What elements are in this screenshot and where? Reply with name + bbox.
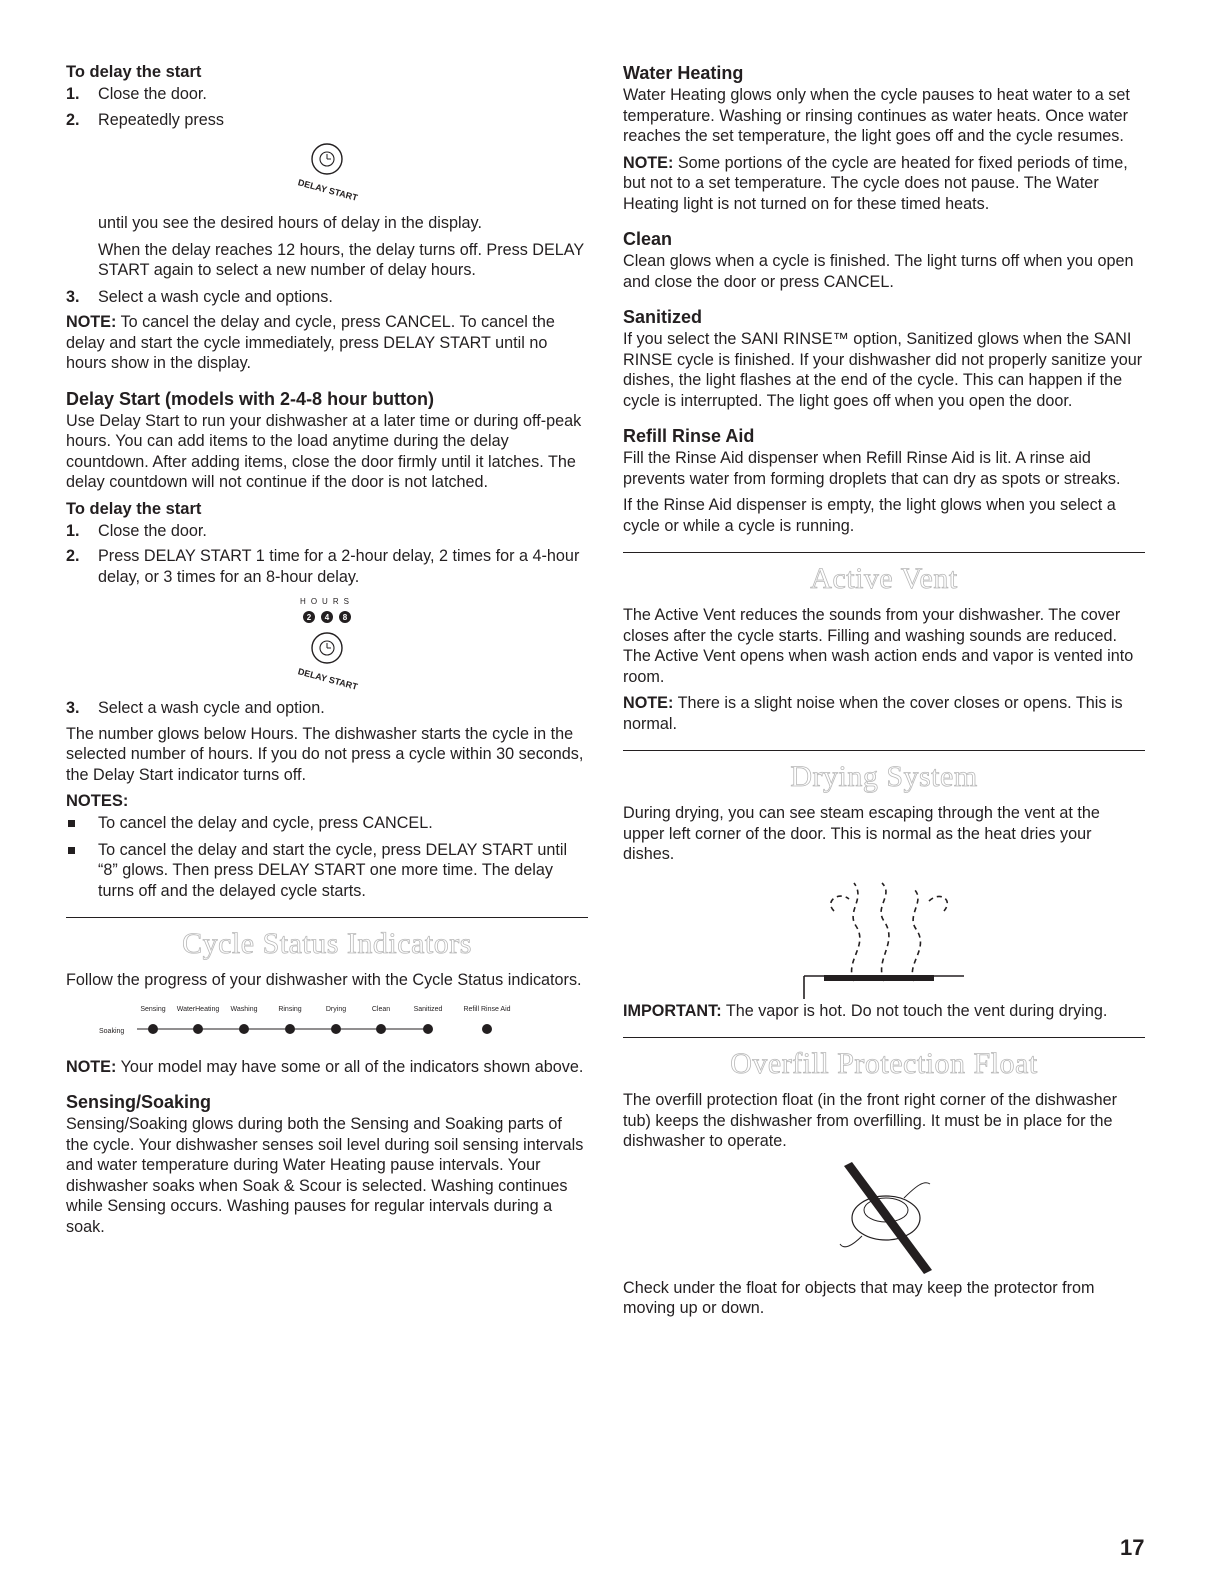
hours-8: 8 [342, 613, 348, 622]
drying-important: IMPORTANT: The vapor is hot. Do not touch the vent during drying. [623, 1001, 1108, 1020]
hours-2: 2 [306, 613, 312, 622]
clean-text: Clean glows when a cycle is finished. The light turns off when you open and close the door or press CANCEL. [623, 252, 1134, 291]
svg-text:DELAY START: DELAY START [296, 177, 359, 203]
water-heating-note: NOTE: Some portions of the cycle are heated for fixed periods of time, but not to a set temperature. The cycle does not pause. The Water Heating light is not turned on for these timed heats. [623, 153, 1128, 213]
step-2b: 2. Press DELAY START 1 time for a 2-hour delay, 2 times for a 4-hour delay, or 3 times for an 8-hour delay. [66, 547, 580, 586]
delay-start-248-text: Use Delay Start to run your dishwasher at a later time or during off-peak hours. You can add items to the load anytime during the delay countdown. After adding items, close the door firmly until it latches. The delay countdown will not continue if the door is not latched. [66, 411, 582, 491]
bullet-square-icon [68, 820, 75, 827]
overfill-float-heading: Overfill Protection Float [730, 1047, 1038, 1080]
cycle-status-text: Follow the progress of your dishwasher with the Cycle Status indicators. [66, 971, 582, 989]
active-vent-heading: Active Vent [810, 562, 958, 595]
overfill-float-illustration [623, 1158, 1145, 1278]
note-bullet: To cancel the delay and cycle, press CANCEL. [66, 813, 588, 834]
section-divider [623, 552, 1145, 553]
indicator-light [239, 1024, 249, 1034]
indicator-light [331, 1024, 341, 1034]
right-column [623, 62, 1145, 1325]
indicator-label: Sensing [140, 1005, 166, 1013]
water-heating-heading: Water Heating [623, 63, 744, 83]
delay-start-button-icon [66, 135, 588, 213]
indicator-light [423, 1024, 433, 1034]
indicator-label: Washing [230, 1005, 258, 1013]
refill-rinse-aid-text-2: If the Rinse Aid dispenser is empty, the light glows when you select a cycle or while a cycle is running. [623, 496, 1116, 535]
water-heating-text: Water Heating glows only when the cycle pauses to heat water to a set temperature. Washing or rinsing continues as water heats. Once water reaches the set temperature, the light goes off and the cycle resumes. [623, 86, 1130, 145]
cycle-status-note: NOTE: Your model may have some or all of the indicators shown above. [66, 1057, 584, 1076]
delay-12-hours-text: When the delay reaches 12 hours, the delay turns off. Press DELAY START again to select a new number of delay hours. [98, 240, 584, 279]
sensing-soaking-text: Sensing/Soaking glows during both the Sensing and Soaking parts of the cycle. Your dishwasher senses soil level during soil sensing intervals and water temperature during Water Heating pause intervals. Your dishwasher soaks when Soak & Scour is selected. Washing continues while Sensing occurs. Washing pauses for regular intervals during a soak. [66, 1115, 584, 1236]
hours-4: 4 [324, 613, 330, 622]
delay-start-heading: To delay the start [66, 63, 202, 81]
left-column [66, 62, 588, 1243]
drying-system-text: During drying, you can see steam escaping through the vent at the upper left corner of the door. This is normal as the heat dries your dishes. [623, 804, 1100, 863]
indicator-label: Rinsing [278, 1005, 302, 1013]
indicator-light [193, 1024, 203, 1034]
indicator-light [376, 1024, 386, 1034]
refill-rinse-aid-text: Fill the Rinse Aid dispenser when Refill Rinse Aid is lit. A rinse aid prevents water from forming droplets that can dry as spots or streaks. [623, 449, 1121, 488]
drying-system-heading: Drying System [790, 760, 978, 793]
hours-label: HOURS [300, 597, 354, 606]
step-1: 1. Close the door. [66, 85, 207, 103]
step-3b: 3. Select a wash cycle and option. [66, 699, 325, 717]
step-2: 2. Repeatedly press [66, 110, 224, 129]
step-3: 3. Select a wash cycle and options. [66, 287, 333, 306]
active-vent-text: The Active Vent reduces the sounds from your dishwasher. The cover closes after the cycle starts. Filling and washing sounds are reduced. The Active Vent opens when wash action ends and vapor is vented into room. [623, 606, 1134, 686]
section-divider [623, 750, 1145, 751]
steam-vent-illustration [623, 871, 1145, 1001]
indicator-label: Refill Rinse Aid [463, 1005, 511, 1013]
delay-instruction: until you see the desired hours of delay in the display. [98, 214, 482, 232]
page-number: 17 [1120, 1535, 1145, 1560]
cycle-status-indicator-diagram [66, 997, 588, 1049]
delay-start-248-heading: Delay Start (models with 2-4-8 hour button) [66, 388, 435, 409]
indicator-label: WaterHeating [176, 1005, 220, 1013]
sensing-soaking-heading: Sensing/Soaking [66, 1092, 212, 1112]
svg-text:DELAY START: DELAY START [296, 666, 359, 692]
refill-rinse-aid-heading: Refill Rinse Aid [623, 426, 755, 446]
soaking-label: Soaking [99, 1027, 125, 1035]
section-divider [623, 1037, 1145, 1038]
indicator-light [148, 1024, 158, 1034]
delay-note: NOTE: To cancel the delay and cycle, press CANCEL. To cancel the delay and start the cycle immediately, press DELAY START until no hours show in the display. [66, 313, 555, 372]
active-vent-note: NOTE: There is a slight noise when the cover closes or opens. This is normal. [623, 694, 1123, 733]
sanitized-text: If you select the SANI RINSE™ option, Sanitized glows when the SANI RINSE cycle is finished. If your dishwasher did not properly sanitize your dishes, the light flashes at the end of the cycle. This can happen if the cycle is interrupted. The light goes off when you open the door. [623, 330, 1143, 410]
indicator-label: Drying [325, 1005, 347, 1013]
cycle-status-heading: Cycle Status Indicators [182, 927, 472, 960]
overfill-float-text: The overfill protection float (in the front right corner of the dishwasher tub) keeps the dishwasher from overfilling. It must be in place for the dishwasher to operate. [623, 1091, 1117, 1150]
indicator-light [482, 1024, 492, 1034]
notes-label: NOTES: [66, 792, 129, 810]
delay-start-subheading: To delay the start [66, 499, 202, 518]
indicator-light [285, 1024, 295, 1034]
delay-glow-text: The number glows below Hours. The dishwasher starts the cycle in the selected number of hours. If you do not press a cycle within 30 seconds, the Delay Start indicator turns off. [66, 724, 584, 784]
indicator-label: Clean [371, 1005, 391, 1013]
step-1b: 1. Close the door. [66, 521, 207, 540]
indicator-label: Sanitized [413, 1005, 443, 1013]
section-divider [66, 917, 588, 918]
sanitized-heading: Sanitized [623, 307, 703, 327]
bullet-square-icon [68, 847, 75, 854]
clean-heading: Clean [623, 229, 673, 249]
overfill-float-check: Check under the float for objects that may keep the protector from moving up or down. [623, 1278, 1095, 1317]
note-bullet: To cancel the delay and start the cycle, press DELAY START until “8” glows. Then press DELAY START one more time. The delay turns off and the delayed cycle starts. [66, 840, 588, 902]
hours-delay-button-icon [66, 592, 588, 698]
